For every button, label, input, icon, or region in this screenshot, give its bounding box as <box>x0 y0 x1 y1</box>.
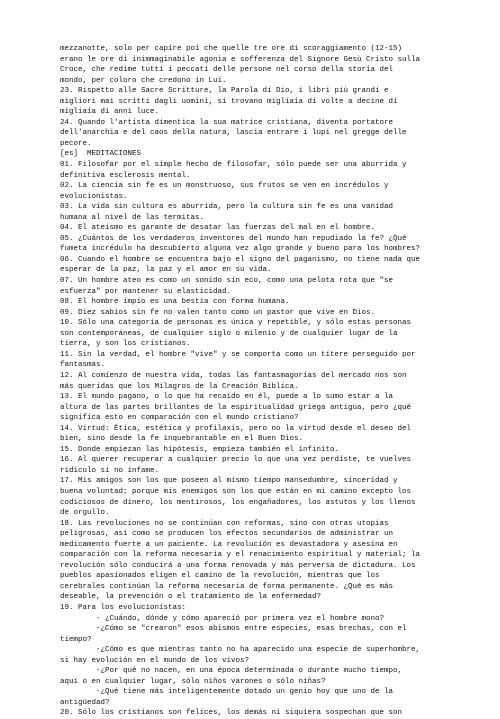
text-line: 17. Mis amigos son los que poseen al mismo tiempo mansedumbre, sinceridad y <box>60 477 398 486</box>
text-line: 15. Donde empiezan las hipótesis, empieza también el infinito. <box>60 445 340 454</box>
text-line: aquí o en cualquier lugar, sólo niños varones o sólo niñas? <box>60 677 326 686</box>
text-line: - ¿Cuándo, dónde y cómo apareció por primera vez el hombre mono? <box>60 614 385 623</box>
text-line: deseable, la prevención o el tratamiento de la enfermedad? <box>60 593 322 602</box>
text-line: 03. La vida sin cultura es aburrida, pero la cultura sin fe es una vanidad <box>60 203 394 212</box>
text-line: codiciosos de dinero, los mentirosos, los engañadores, los astutos y los llenos <box>60 498 416 507</box>
text-line: -¿Qué tiene más inteligentemente dotado un genio hoy que uno de la <box>60 688 394 697</box>
text-line: Croce, che redime tutti i peccati delle persone nel corso della storia del <box>60 66 394 75</box>
text-line: -¿Cómo se "crearon" esos abismos entre especies, esas brechas, con el <box>60 625 407 634</box>
text-line: antigüedad? <box>60 698 110 707</box>
text-line: cerebrales continúan la reforma necesaria de forma permanente. ¿Qué es más <box>60 582 394 591</box>
text-line: altura de las partes brillantes de la espiritualidad griega antigua, pero ¿qué <box>60 403 412 412</box>
text-line: -¿Por qué no nacen, en una época determinada o durante mucho tiempo, <box>60 667 403 676</box>
text-line: esperar de la paz, la paz y el amor en su vida. <box>60 266 272 275</box>
text-line: esfuerza" por mantener su elasticidad. <box>60 287 232 296</box>
text-line: 02. La ciencia sin fe es un monstruoso, sus frutos se ven en incrédulos y <box>60 182 389 191</box>
section-heading: [es] MEDITACIONES <box>60 150 142 159</box>
text-line: peligrosas, así como se producen los efectos secundarios de administrar un <box>60 530 394 539</box>
text-line: mezzanotte, solo per capire poi che quelle tre ore di scoraggiamento (12-15) <box>60 45 403 53</box>
text-line: 09. Diez sabios sin fe no valen tanto como un pastor que vive en Dios. <box>60 308 376 317</box>
text-line: bien, sino desde la fe inquebrantable en el Buen Dios. <box>60 435 304 444</box>
text-line: si hay evolución en el mundo de los vivos? <box>60 656 250 665</box>
text-line: tiempo? <box>60 635 92 644</box>
text-line: pueblos apasionados eligen el camino de la revolución, mientras que los <box>60 572 380 581</box>
text-line: tierra, y son los cristianos. <box>60 340 191 349</box>
text-line: -¿Cómo es que mientras tanto no ha aparecido una especie de superhombre, <box>60 646 421 655</box>
text-line: 01. Filosofar por el simple hecho de filosofar, sólo puede ser una aburrida y <box>60 161 407 170</box>
text-line: 20. Sólo los cristianos son felices, los demás ni siquiera sospechan que son <box>60 709 403 718</box>
text-line: fantasmas. <box>60 361 106 370</box>
text-line: 23. Rispetto alle Sacre Scritture, la Parola di Dio, i libri più grandi e <box>60 87 389 96</box>
text-line: erano le ore di inimmaginabile agonia e sofferenza del Signore Gesù Cristo sulla <box>60 55 421 64</box>
text-line: revolución sólo conducirá a una forma renovada y más perversa de dictadura. Los <box>60 561 416 570</box>
text-line: mondo, per coloro che credono in Lui. <box>60 76 227 85</box>
text-line: 06. Cuando el hombre se encuentra bajo el signo del paganismo, no tiene nada que <box>60 255 421 264</box>
text-line: ridículo si no infame. <box>60 466 160 475</box>
text-line: 19. Para los evolucionistas: <box>60 603 187 612</box>
document-text <box>60 44 464 719</box>
text-line: definitiva esclerosis mental. <box>60 171 191 180</box>
text-line: 05. ¿Cuántos de los verdaderos inventores del mundo han repudiado la fe? ¿Qué <box>60 234 407 243</box>
text-line: 14. Virtud: Ética, estética y profilaxis, pero no la virtud desde el deseo del <box>60 424 412 433</box>
text-line: humana al nivel de las termitas. <box>60 213 205 222</box>
text-line: significa esto en comparación con el mundo cristiano? <box>60 414 299 423</box>
text-line: dell'anarchia e del caos della natura, lascia entrare i lupi nel gregge delle <box>60 129 407 138</box>
text-line: son contemporáneas, de cualquier siglo o milenio y de cualquier lugar de la <box>60 329 398 338</box>
text-line: 18. Las revoluciones no se continúan con reformas, sino con otras utopías <box>60 519 389 528</box>
text-line: 12. Al comienzo de nuestra vida, todas las fantasmagorías del mercado nos son <box>60 371 407 380</box>
text-line: pecore. <box>60 139 92 148</box>
text-line: 11. Sin la verdad, el hombre "vive" y se comporta como un títere perseguido por <box>60 350 416 359</box>
text-line: 08. El hombre impío es una bestia con forma humana. <box>60 298 290 307</box>
text-line: buena voluntad; porque mis enemigos son los que están en mi camino excepto los <box>60 487 412 496</box>
text-line: de orgullo. <box>60 509 110 518</box>
text-line: 10. Sólo una categoría de personas es única y repetible, y sólo estas personas <box>60 319 412 328</box>
text-line: evolucionistas. <box>60 192 128 201</box>
text-line: migliaia di anni luce. <box>60 108 160 117</box>
text-line: comparación con la reforma necesaria y el renacimiento espiritual y material; la <box>60 551 421 560</box>
text-line: fumeta incrédulo ha descubierto alguna vez algo grande y bueno para los hombres? <box>60 245 421 254</box>
text-line: 16. Al querer recuperar a cualquier precio lo que una vez perdiste, te vuelves <box>60 456 412 465</box>
text-line: migliori mai scritti dagli uomini, si trovano migliaia di volte a decine di <box>60 97 398 106</box>
text-line: 07. Un hombre ateo es como un sonido sin eco, como una pelota rota que "se <box>60 277 394 286</box>
text-line: 24. Quando l'artista dimentica la sua matrice cristiana, diventa portatore <box>60 118 394 127</box>
text-line: medicamento fuerte a un paciente. La revolución es devastadora y asesina en <box>60 540 398 549</box>
text-line: 04. El ateísmo es garante de desatar las fuerzas del mal en el hombre. <box>60 224 376 233</box>
text-line: más queridas que los Milagros de la Creación Bíblica. <box>60 382 299 391</box>
text-line: 13. El mundo pagano, o lo que ha recaído en él, puede a lo sumo estar a la <box>60 393 394 402</box>
